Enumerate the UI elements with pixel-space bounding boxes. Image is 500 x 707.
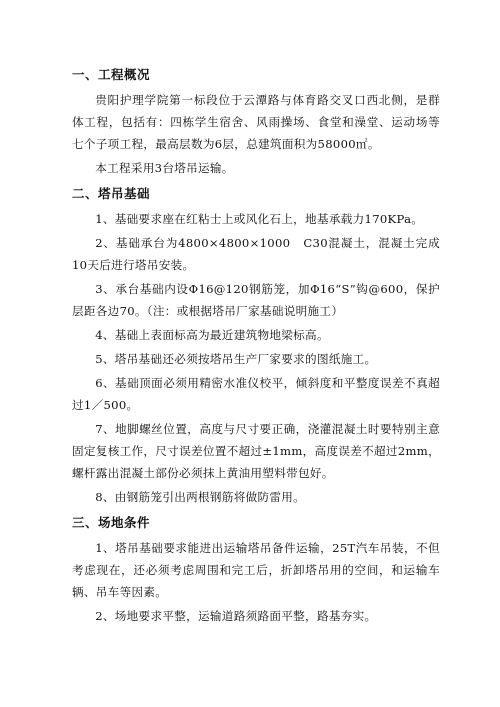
section-crane-foundation bbox=[72, 183, 440, 508]
paragraph: 本工程采用3台塔吊运输。 bbox=[95, 161, 234, 175]
section-heading: 一、工程概况 bbox=[72, 67, 151, 82]
section-site-conditions bbox=[72, 512, 440, 627]
paragraph: 5、塔吊基础还必须按塔吊生产厂家要求的图纸施工。 bbox=[95, 352, 377, 366]
paragraph: 贵阳护理学院第一标段位于云潭路与体育路交叉口西北侧，是群体工程，包括有：四栋学生宿舍、风雨操场、食堂和澡堂、运动场等七个子项工程，最高层数为6层，总建筑面积为58000㎡。 bbox=[72, 93, 440, 151]
paragraph: 2、基础承台为4800×4800×1000 C30混凝土，混凝土完成10天后进行塔吊安装。 bbox=[72, 236, 440, 272]
paragraph: 1、塔吊基础要求能进出运输塔吊备件运输，25T汽车吊装，不但考虑现在，还必须考虑周围和完工后，折卸塔吊用的空间，和运输车辆、吊车等因素。 bbox=[72, 541, 440, 599]
section-heading: 二、塔吊基础 bbox=[72, 186, 151, 201]
paragraph: 4、基础上表面标高为最近建筑物地梁标高。 bbox=[95, 328, 329, 342]
section-heading: 三、场地条件 bbox=[72, 515, 151, 530]
paragraph: 8、由钢筋笼引出两根钢筋将做防雷用。 bbox=[95, 490, 306, 504]
paragraph: 3、承台基础内设Φ16@120钢筋笼，加Φ16“S”钩@600，保护层距各边70。（注：或根据塔吊厂家基础说明施工） bbox=[72, 282, 440, 318]
section-project-overview bbox=[72, 64, 440, 179]
paragraph: 7、地脚螺丝位置，高度与尺寸要正确，浇灌混凝土时要特别主意固定复核工作，尺寸误差位置不超过±1mm，高度误差不超过2mm，螺杆露出混凝土部份必须抹上黄油用塑料带包好。 bbox=[72, 422, 440, 480]
paragraph: 6、基础顶面必须用精密水准仪校平，倾斜度和平整度误差不真超过1／500。 bbox=[72, 376, 440, 412]
paragraph: 2、场地要求平整，运输道路须路面平整，路基夯实。 bbox=[95, 609, 377, 623]
paragraph: 1、基础要求座在红粘士上或风化石上，地基承载力170KPa。 bbox=[95, 212, 424, 226]
